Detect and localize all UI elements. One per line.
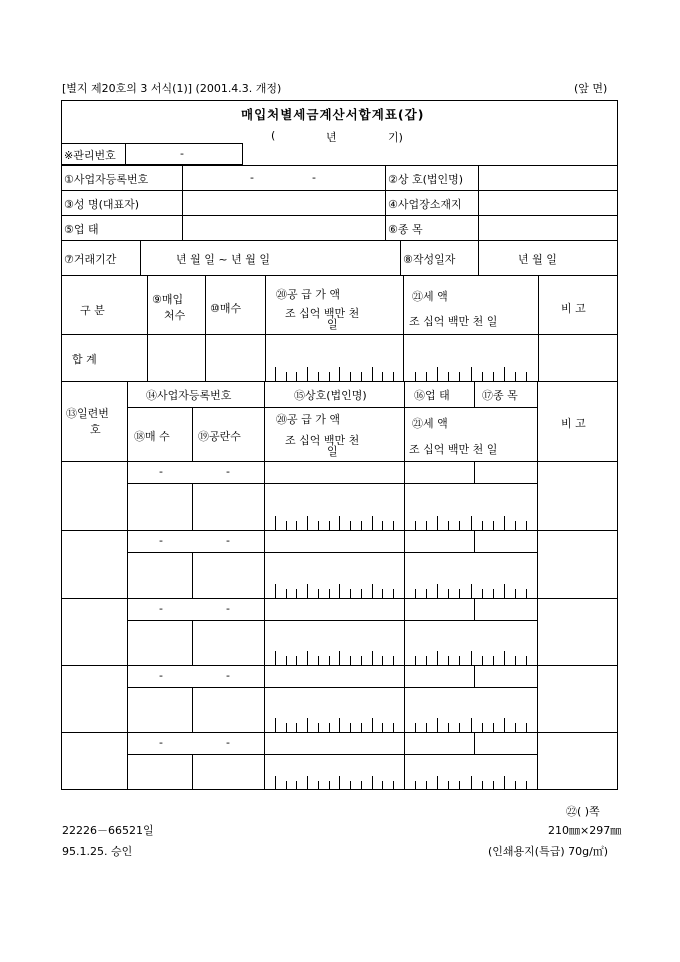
trade-period-value[interactable]: 년 월 일 ~ 년 월 일 <box>176 253 270 266</box>
summary-supply-unit-il: 일 <box>327 318 338 331</box>
row-reg-dash-1[interactable]: - <box>159 736 163 749</box>
detail-company: ⑮상호(법인명) <box>294 389 367 402</box>
detail-supply-units: 조 십억 백만 천 <box>285 434 360 447</box>
trade-period-label: ⑦거래기간 <box>64 253 117 266</box>
paper-spec: (인쇄용지(특급) 70g/㎡) <box>488 845 609 858</box>
detail-serial-2: 호 <box>90 423 101 436</box>
summary-tax-units: 조 십억 백만 천 일 <box>409 315 498 328</box>
item-label: ⑥종 목 <box>388 223 423 236</box>
detail-supply-unit-il: 일 <box>327 445 338 458</box>
page-count: ㉒( )쪽 <box>566 805 600 818</box>
detail-tax-units: 조 십억 백만 천 일 <box>409 443 498 456</box>
page-side-label: (앞 면) <box>574 82 608 95</box>
summary-purchase-count-2: 처수 <box>164 309 186 322</box>
detail-biz-type: ⑯업 태 <box>414 389 450 402</box>
summary-purchase-count: ⑨매입 <box>152 293 184 306</box>
detail-sheets: ⑱매 수 <box>134 430 170 443</box>
reg-no-dash-2[interactable]: - <box>312 171 316 184</box>
detail-supply-label: ⑳공 급 가 액 <box>276 413 340 426</box>
reg-no-dash-1[interactable]: - <box>250 171 254 184</box>
period-close: 기) <box>388 131 403 144</box>
company-label: ②상 호(법인명) <box>388 173 464 186</box>
approval-date: 95.1.25. 승인 <box>62 845 133 858</box>
row-reg-dash-2[interactable]: - <box>226 669 230 682</box>
row-reg-dash-2[interactable]: - <box>226 602 230 615</box>
total-label: 합 계 <box>72 353 97 366</box>
paper-size: 210㎜×297㎜ <box>548 824 622 837</box>
biz-type-label: ⑤업 태 <box>64 223 99 236</box>
form-reference: [별지 제20호의 3 서식(1)] (2001.4.3. 개정) <box>62 82 282 95</box>
written-date-label: ⑧작성일자 <box>403 253 456 266</box>
address-label: ④사업장소재지 <box>388 198 462 211</box>
name-label: ③성 명(대표자) <box>64 198 140 211</box>
form-title: 매입처별세금계산서합계표(갑) <box>241 107 425 122</box>
row-reg-dash-1[interactable]: - <box>159 669 163 682</box>
row-reg-dash-2[interactable]: - <box>226 736 230 749</box>
summary-tax-label: ㉑세 액 <box>412 290 448 303</box>
summary-supply-label: ⑳공 급 가 액 <box>276 288 340 301</box>
row-reg-dash-1[interactable]: - <box>159 602 163 615</box>
mgmt-number-label: ※관리번호 <box>64 149 116 162</box>
detail-item: ⑰종 목 <box>482 389 518 402</box>
row-reg-dash-2[interactable]: - <box>226 465 230 478</box>
detail-reg-no: ⑭사업자등록번호 <box>146 389 232 402</box>
mgmt-number-dash[interactable]: - <box>180 147 184 160</box>
summary-remarks: 비 고 <box>561 302 586 315</box>
period-year: 년 <box>326 131 337 144</box>
reg-no-label: ①사업자등록번호 <box>64 173 149 186</box>
written-date-value[interactable]: 년 월 일 <box>518 253 557 266</box>
summary-category: 구 분 <box>80 304 105 317</box>
summary-supply-units: 조 십억 백만 천 <box>285 307 360 320</box>
row-reg-dash-1[interactable]: - <box>159 465 163 478</box>
detail-tax-label: ㉑세 액 <box>412 417 448 430</box>
form-code: 22226－66521일 <box>62 824 154 837</box>
summary-sheets: ⑩매수 <box>210 302 242 315</box>
detail-blank-count: ⑲공란수 <box>198 430 241 443</box>
detail-serial: ⑬일련번 <box>66 407 109 420</box>
period-open: ( <box>271 129 276 142</box>
detail-remarks: 비 고 <box>561 417 586 430</box>
row-reg-dash-1[interactable]: - <box>159 534 163 547</box>
row-reg-dash-2[interactable]: - <box>226 534 230 547</box>
